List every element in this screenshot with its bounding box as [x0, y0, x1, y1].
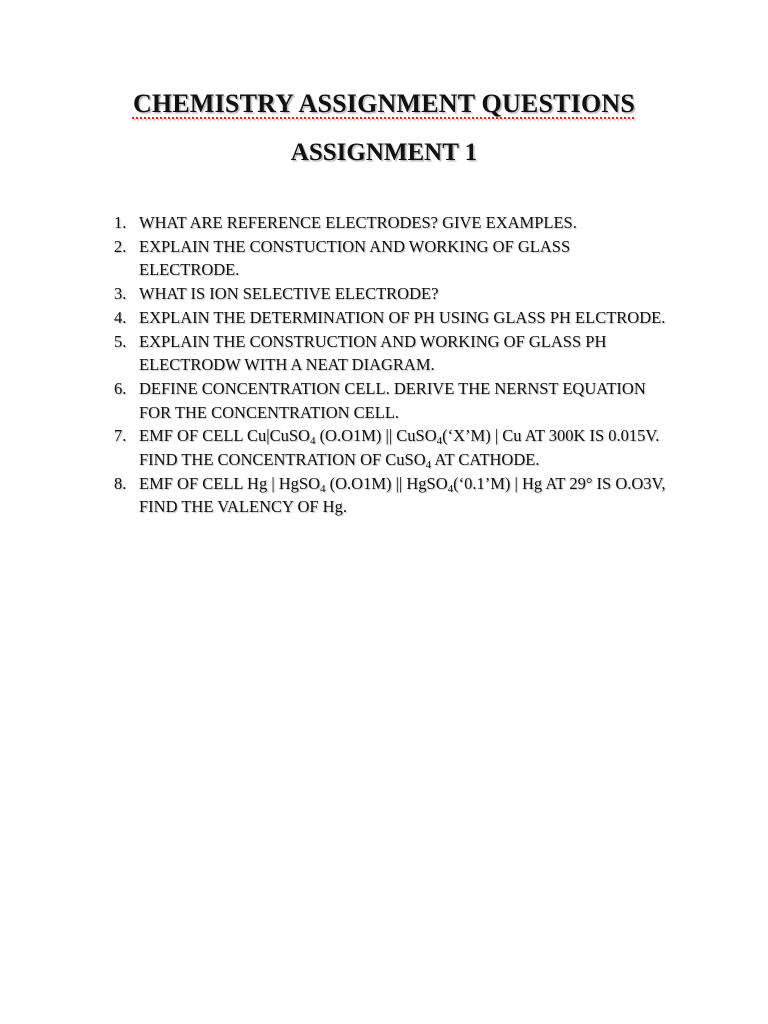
- question-number: 2.: [114, 236, 127, 256]
- question-text: WHAT ARE REFERENCE ELECTRODES? GIVE EXAMPLES.: [139, 213, 577, 232]
- question-item: [114, 235, 674, 282]
- question-text: EMF OF CELL Hg | HgSO$_4$ (O.O1M) || HgSO$_4$(‘0.1’M) | Hg AT 29° IS O.O3V, FIND THE VALENCY OF Hg.: [139, 473, 666, 517]
- question-text: WHAT IS ION SELECTIVE ELECTRODE?: [139, 284, 439, 304]
- question-text: EXPLAIN THE DETERMINATION OF PH USING GLASS PH ELCTRODE.: [139, 307, 666, 327]
- assignment-heading: ASSIGNMENT 1: [290, 139, 478, 166]
- question-number: 6.: [114, 378, 127, 398]
- question-item: [114, 211, 674, 235]
- question-text: EMF OF CELL Cu|CuSO$_4$ (O.O1M) || CuSO$_4$(‘X’M) | Cu AT 300K IS 0.015V. FIND THE CONCENTRATION OF CuSO$_4$ AT CATHODE.: [139, 426, 660, 472]
- question-item: [114, 282, 674, 306]
- question-list: [114, 211, 674, 519]
- question-number: 7.: [114, 426, 127, 446]
- question-text: EXPLAIN THE CONSTUCTION AND WORKING OF GLASS ELECTRODE.: [139, 236, 571, 280]
- question-item: [114, 306, 674, 330]
- question-number: 8.: [114, 473, 127, 493]
- document-title-text: CHEMISTRY ASSIGNMENT QUESTIONS: [132, 89, 636, 118]
- document-title: [0, 86, 768, 122]
- question-number: 4.: [114, 307, 127, 327]
- question-text: DEFINE CONCENTRATION CELL. DERIVE THE NERNST EQUATION FOR THE CONCENTRATION CELL.: [139, 378, 646, 422]
- question-number: 1.: [114, 213, 127, 232]
- question-item: [114, 330, 674, 377]
- question-item: [114, 377, 674, 424]
- question-text: EXPLAIN THE CONSTRUCTION AND WORKING OF GLASS PH ELECTRODW WITH A NEAT DIAGRAM.: [139, 331, 607, 375]
- question-item: [114, 424, 674, 471]
- question-number: 3.: [114, 284, 127, 304]
- question-item: [114, 472, 674, 519]
- question-number: 5.: [114, 331, 127, 351]
